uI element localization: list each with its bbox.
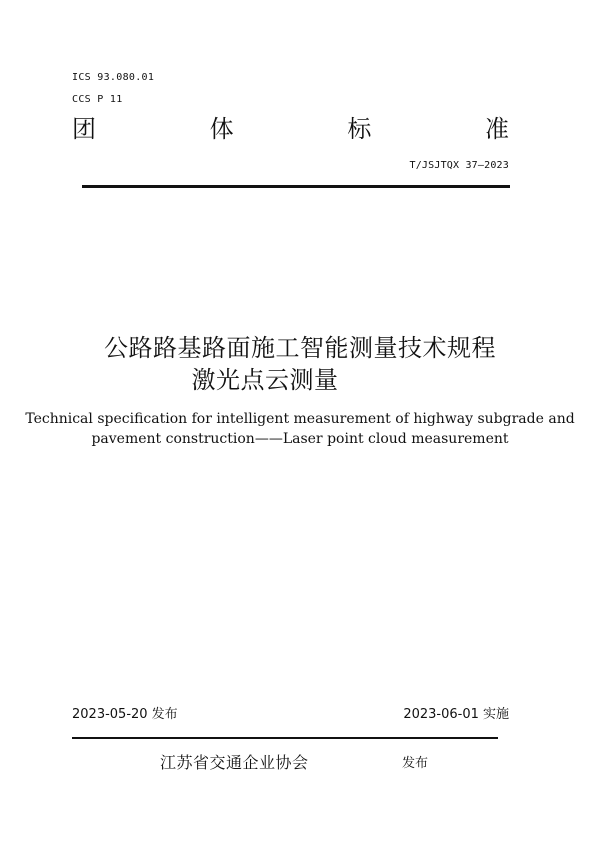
standard-type-char: 准	[484, 115, 509, 143]
title-chinese-main: 公路路基路面施工智能测量技术规程	[104, 334, 496, 362]
standard-type-char: 标	[347, 115, 372, 143]
standard-type-char: 团	[72, 115, 96, 143]
top-divider	[82, 185, 510, 188]
publish-label: 发布	[402, 756, 429, 771]
publisher-name: 江苏省交通企业协会	[160, 753, 309, 772]
implementation-date: 2023-06-01 实施	[403, 707, 509, 722]
bottom-divider	[72, 737, 498, 739]
standard-type-char: 体	[209, 115, 234, 143]
issue-date: 2023-05-20 发布	[72, 707, 178, 722]
ics-code: ICS 93.080.01	[72, 72, 155, 83]
standard-type-heading	[72, 114, 509, 144]
standard-number: T/JSJTQX 37—2023	[409, 160, 509, 171]
title-chinese-sub: 激光点云测量	[191, 366, 339, 394]
title-english-line-1: Technical specification for intelligent measurement of highway subgrade and	[25, 411, 575, 427]
ccs-code: CCS P 11	[72, 94, 123, 105]
title-english-line-2: pavement construction——Laser point cloud measurement	[91, 431, 509, 447]
